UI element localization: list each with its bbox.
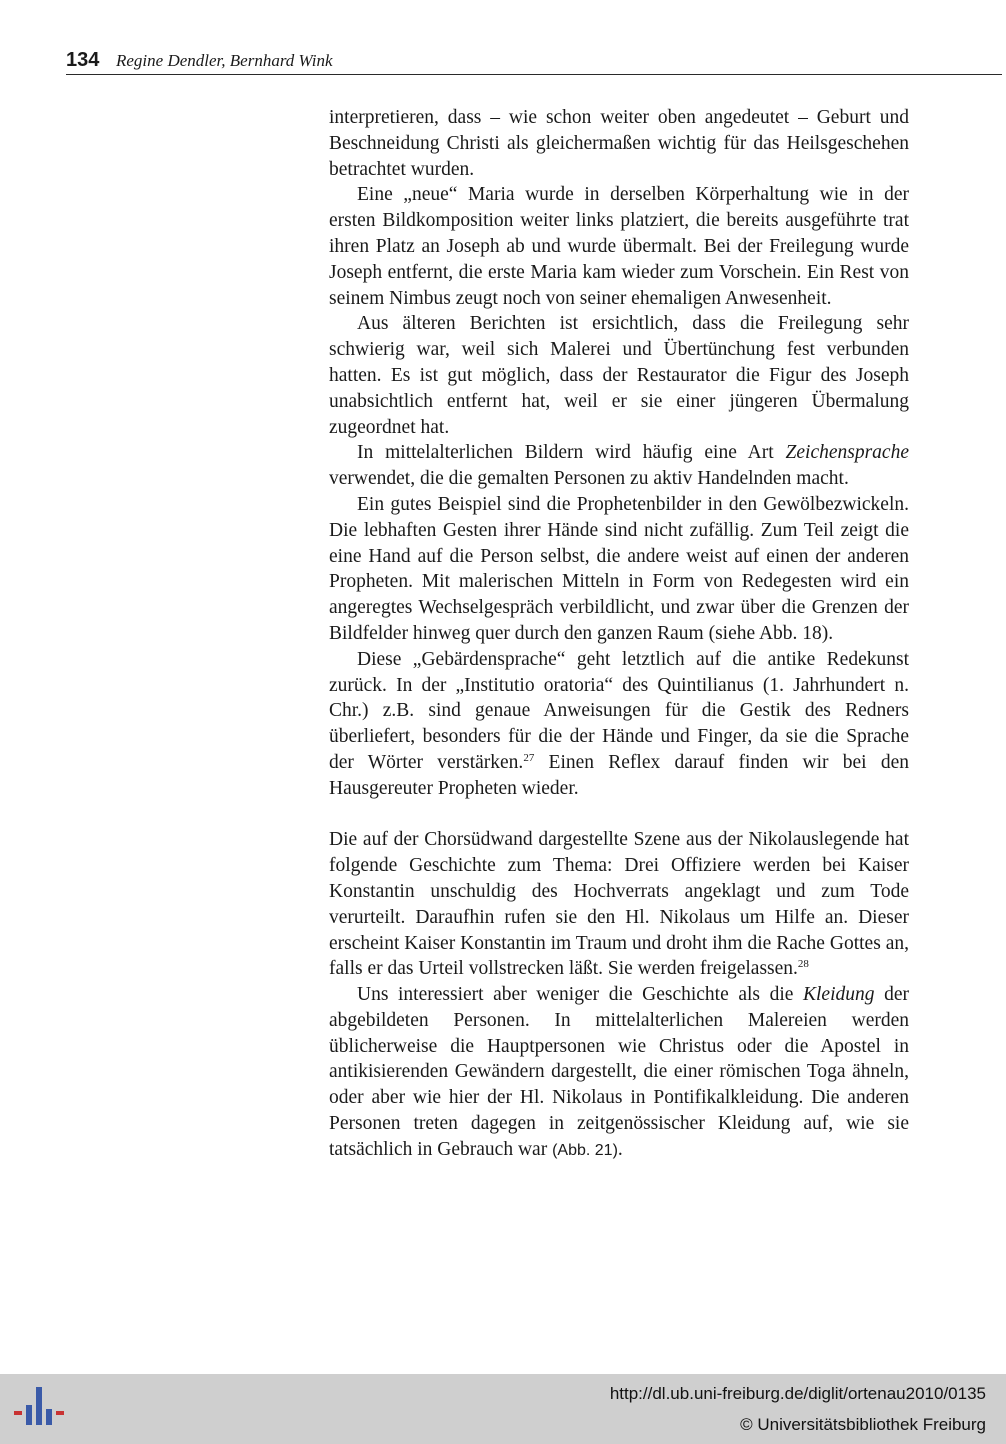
paragraph-8 bbox=[329, 982, 909, 1164]
footnote-ref-27[interactable]: 27 bbox=[523, 751, 535, 764]
paragraph-6 bbox=[329, 647, 909, 802]
paragraph-3: Aus älteren Berichten ist ersichtlich, dass die Freilegung sehr schwierig war, weil sich Malerei und Übertünchung fest verbunden hatten. Es ist gut möglich, dass der Restaurator die Figur des Joseph unabsichtlich entfernt hat, weil er sie einer jüngeren Übermalung zugeordnet hat. bbox=[329, 313, 909, 438]
logo-dash-left bbox=[14, 1411, 22, 1415]
paragraph-8-text-b: der abgebildeten Personen. In mittelalterlichen Malereien werden üblicherweise die Hauptpersonen wie Christus oder die Apostel in antikisierenden Gewändern dargestellt, die einer römischen Toga ähneln, oder aber wie hier der Hl. Nikolaus in Pontifikalkleidung. Die anderen Personen treten dagegen in zeitgenössischer Kleidung auf, wie sie tatsächlich in Gebrauch war bbox=[329, 984, 909, 1160]
paragraph-7-text: Die auf der Chorsüdwand dargestellte Szene aus der Nikolauslegende hat folgende Geschichte zum Thema: Drei Offiziere werden bei Kaiser Konstantin unschuldig des Hochverrats angeklagt und zum Tode verurteilt. Daraufhin rufen sie den Hl. Nikolaus um Hilfe an. Dieser erscheint Kaiser Konstantin im Traum und droht ihm die Rache Gottes an, falls er das Urteil vollstrecken läßt. Sie werden freigelassen. bbox=[329, 829, 909, 980]
logo-dash-right bbox=[56, 1411, 64, 1415]
main-text bbox=[329, 105, 909, 1164]
paragraph-5: Ein gutes Beispiel sind die Prophetenbilder in den Gewölbezwickeln. Die lebhaften Gesten ihrer Hände sind nicht zufällig. Zum Teil zeigt die eine Hand auf die Person selbst, die andere weist auf einen der anderen Propheten. Mit malerischen Mitteln in Form von Redegesten wird ein angeregtes Wechselgespräch verbildlicht, und zwar über die Grenzen der Bildfelder hinweg quer durch den ganzen Raum (siehe Abb. 18). bbox=[329, 493, 909, 644]
paragraph-2: Eine „neue“ Maria wurde in derselben Körperhaltung wie in der ersten Bildkomposition weiter links platziert, die bereits ausgeführte trat ihren Platz an Joseph ab und wurde übermalt. Bei der Freilegung wurde Joseph entfernt, die erste Maria kam wieder zum Vorschein. Ein Rest von seinem Nimbus zeugt noch von seiner ehemaligen Anwesenheit. bbox=[329, 184, 909, 309]
library-footer bbox=[0, 1374, 1006, 1444]
university-library-logo-icon bbox=[14, 1385, 64, 1435]
paragraph-6-text-b: Einen Reflex darauf finden wir bei den Hausgereuter Propheten wieder. bbox=[329, 751, 909, 799]
paragraph-7 bbox=[329, 827, 909, 982]
paragraph-4 bbox=[329, 440, 909, 492]
permalink-url[interactable]: http://dl.ub.uni-freiburg.de/diglit/ortenau2010/0135 bbox=[609, 1384, 986, 1403]
paragraph-8-end: . bbox=[617, 1138, 623, 1160]
logo-bar-1 bbox=[26, 1405, 32, 1425]
paragraph-1: interpretieren, dass – wie schon weiter oben angedeutet – Geburt und Beschneidung Christi als gleichermaßen wichtig für das Heilsgeschehen betrachtet wurden. bbox=[329, 107, 909, 180]
page-header bbox=[66, 48, 1002, 75]
paragraph-8-emphasis: Kleidung bbox=[803, 984, 875, 1006]
paragraph-4-emphasis: Zeichensprache bbox=[785, 442, 909, 464]
paragraph-6-text-a: Diese „Gebärdensprache“ geht letztlich auf die antike Redekunst zurück. In der „Institutio oratoria“ des Quintilianus (1. Jahrhundert n. Chr.) z.B. sind genaue Anweisungen für die Gestik des Redners überliefert, besonders für die der Hände und Finger, da sie die Sprache der Wörter verstärken. bbox=[329, 648, 909, 773]
page-number: 134 bbox=[66, 49, 100, 71]
footnote-ref-28[interactable]: 28 bbox=[797, 958, 809, 971]
logo-bar-3 bbox=[46, 1409, 52, 1425]
running-head-authors: Regine Dendler, Bernhard Wink bbox=[116, 51, 333, 70]
logo-bar-2 bbox=[36, 1387, 42, 1425]
paragraph-4-text-a: In mittelalterlichen Bildern wird häufig eine Art bbox=[357, 442, 786, 464]
paragraph-8-text-a: Uns interessiert aber weniger die Geschichte als die bbox=[357, 984, 803, 1006]
figure-reference[interactable]: (Abb. 21) bbox=[552, 1141, 618, 1159]
paragraph-4-text-b: verwendet, die die gemalten Personen zu aktiv Handelnden macht. bbox=[329, 468, 849, 490]
copyright-notice: © Universitätsbibliothek Freiburg bbox=[740, 1415, 986, 1434]
